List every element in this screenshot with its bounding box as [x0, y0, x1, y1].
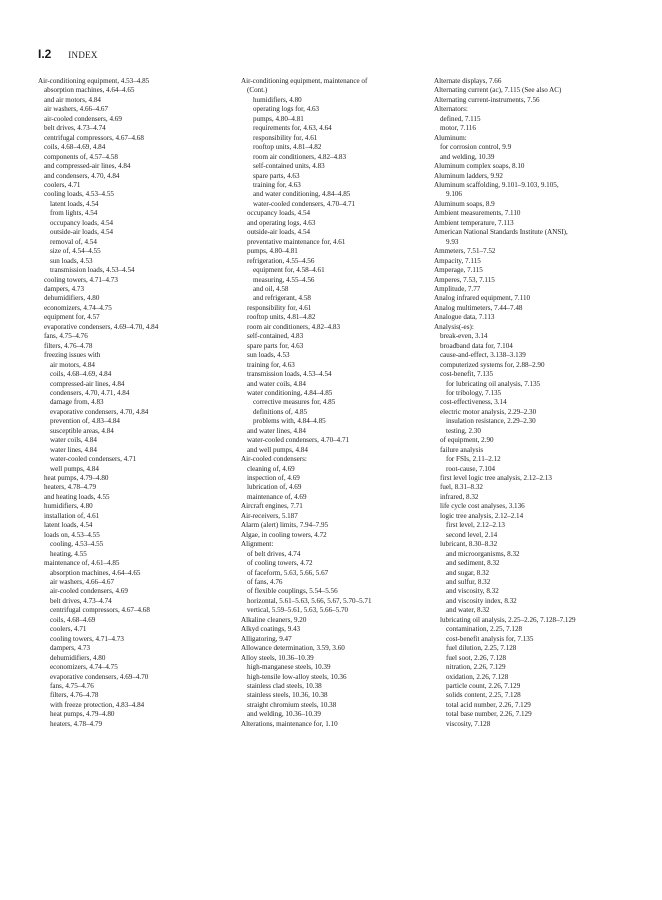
index-entry: loads on, 4.53–4.55: [44, 530, 100, 539]
index-entry: room air conditioners, 4.82–4.83: [247, 322, 340, 331]
index-entry: Air-cooled condensers:: [241, 455, 307, 464]
index-entry: and water lines, 4.84: [247, 426, 306, 435]
index-entry: and heating loads, 4.55: [44, 492, 110, 501]
index-entry: measuring, 4.55–4.56: [253, 275, 315, 284]
index-entry: heaters, 4.78–4.79: [50, 719, 103, 728]
index-entry: oxidation, 2.26, 7.128: [446, 672, 509, 681]
index-entry: first level logic tree analysis, 2.12–2.13: [440, 474, 552, 483]
index-entry: solids content, 2.25, 7.128: [446, 691, 521, 700]
index-entry: dampers, 4.73: [44, 284, 84, 293]
index-entry: water-cooled condensers, 4.70–4.71: [247, 436, 350, 445]
index-entry: of cooling towers, 4.72: [247, 559, 313, 568]
index-entry: Air-conditioning equipment, 4.53–4.85: [38, 77, 150, 85]
index-entry: and sugar, 8.32: [446, 568, 490, 577]
index-entry: evaporative condensers, 4.69–4.70: [50, 672, 149, 681]
index-entry: water lines, 4.84: [50, 445, 97, 454]
index-entry: coils, 4.68–4.69, 4.84: [50, 370, 112, 379]
index-entry: prevention of, 4.83–4.84: [50, 417, 120, 426]
index-entry: particle count, 2.26, 7.129: [446, 682, 521, 690]
index-entry: air motors, 4.84: [50, 360, 95, 369]
index-entry: contamination, 2.25, 7.128: [446, 625, 523, 634]
index-entry: humidifiers, 4.80: [44, 502, 93, 511]
index-entry: cooling, 4.53–4.55: [50, 540, 104, 549]
index-entry: Ambient temperature, 7.113: [434, 218, 514, 227]
index-entry: fuel dilution, 2.25, 7.128: [446, 644, 517, 653]
index-entry: Amperage, 7.115: [434, 266, 483, 275]
index-column-3: [434, 77, 640, 729]
index-entry: and operating logs, 4.63: [247, 218, 316, 227]
index-entry: Alkyd coatings, 9.43: [241, 625, 301, 634]
index-entry: coils, 4.68–4.69: [50, 615, 96, 624]
index-entry: straight chromium steels, 10.38: [247, 700, 337, 709]
index-entry: removal of, 4.54: [50, 237, 97, 246]
index-entry: stainless steels, 10.36, 10.38: [247, 691, 328, 700]
index-entry: susceptible areas, 4.84: [50, 426, 114, 435]
index-entry: Aluminum ladders, 9.92: [434, 171, 503, 180]
index-entry: pumps, 4.80–4.81: [247, 247, 298, 256]
index-entry: Analog multimeters, 7.44–7.48: [434, 303, 523, 312]
index-entry: water-cooled condensers, 4.70–4.71: [253, 199, 356, 208]
index-entry: and condensers, 4.70, 4.84: [44, 171, 120, 180]
index-entry: coolers, 4.71: [44, 180, 81, 189]
index-entry: high-manganese steels, 10.39: [247, 663, 331, 672]
index-entry: and sulfur, 8.32: [446, 578, 491, 587]
index-entry: and microorganisms, 8.32: [446, 549, 520, 558]
index-entry: Air-conditioning equipment, maintenance of: [241, 77, 368, 85]
index-entry: break-even, 3.14: [440, 332, 488, 341]
page-number: I.2: [38, 47, 52, 61]
index-entry: cost-benefit analysis for, 7.135: [446, 634, 534, 643]
index-entry: evaporative condensers, 4.69–4.70, 4.84: [44, 322, 159, 331]
index-entry: air-cooled condensers, 4.69: [50, 587, 128, 596]
index-entry: high-tensile low-alloy steels, 10.36: [247, 672, 347, 681]
index-entry: and sediment, 8.32: [446, 559, 500, 568]
index-entry: of faceform, 5.63, 5.66, 5.67: [247, 568, 329, 577]
index-entry: definitions of, 4.85: [253, 407, 307, 416]
index-entry: dampers, 4.73: [50, 644, 90, 653]
index-entry: cleaning of, 4.69: [247, 464, 295, 473]
index-entry: belt drives, 4.73–4.74: [50, 596, 112, 605]
index-entry: horizontal, 5.61–5.63, 5.66, 5.67, 5.70–5.71: [247, 596, 372, 605]
index-entry: Aluminum complex soaps, 8.10: [434, 162, 525, 171]
index-entry: stainless clad steels, 10.38: [247, 682, 322, 690]
index-column-2: [241, 77, 431, 729]
index-entry: cooling loads, 4.53–4.55: [44, 190, 114, 199]
page-title: INDEX: [68, 50, 98, 60]
index-entry: Allowance determination, 3.59, 3.60: [241, 644, 345, 653]
index-entry: transmission loads, 4.53–4.54: [247, 370, 332, 379]
index-entry: Aluminum:: [434, 133, 467, 142]
index-entry: rooftop units, 4.81–4.82: [253, 143, 322, 152]
index-entry: fans, 4.75–4.76: [50, 682, 94, 690]
index-entry: components of, 4.57–4.58: [44, 152, 118, 161]
index-entry: vertical, 5.59–5.61, 5.63, 5.66–5.70: [247, 606, 349, 615]
index-entry: dehumidifiers, 4.80: [44, 294, 100, 303]
index-entry: and water, 8.32: [446, 606, 490, 615]
index-entry: coils, 4.68–4.69, 4.84: [44, 143, 106, 152]
index-entry: Ambient measurements, 7.110: [434, 209, 521, 218]
index-entry: heaters, 4.78–4.79: [44, 483, 97, 492]
index-entry: Analysis(-es):: [434, 322, 474, 331]
index-entry: latent loads, 4.54: [50, 199, 99, 208]
index-entry: outside-air loads, 4.54: [50, 228, 114, 237]
index-entry: with freeze protection, 4.83–4.84: [50, 700, 145, 709]
index-entry: motor, 7.116: [440, 124, 476, 133]
index-entry: equipment for, 4.57: [44, 313, 100, 322]
index-entry: responsibility for, 4.61: [253, 133, 318, 142]
index-entry: and compressed-air lines, 4.84: [44, 162, 131, 171]
index-entry: Aluminum soaps, 8.9: [434, 199, 495, 208]
index-entry: equipment for, 4.58–4.61: [253, 266, 325, 275]
index-entry: for corrosion control, 9.9: [440, 143, 512, 152]
index-entry: for lubricating oil analysis, 7.135: [446, 379, 541, 388]
index-entry: Alternators:: [434, 105, 468, 114]
index-entry: air-cooled condensers, 4.69: [44, 114, 122, 123]
index-entry: water conditioning, 4.84–4.85: [247, 388, 333, 397]
index-entry: preventative maintenance for, 4.61: [247, 237, 346, 246]
index-entry: total acid number, 2.26, 7.129: [446, 700, 531, 709]
index-entry: compressed-air lines, 4.84: [50, 379, 125, 388]
index-entry: fans, 4.75–4.76: [44, 332, 88, 341]
index-entry: fuel, 8.31–8.32: [440, 483, 483, 492]
index-entry: and water coils, 4.84: [247, 379, 306, 388]
index-entry: electric motor analysis, 2.29–2.30: [440, 407, 537, 416]
index-entry: testing, 2.30: [446, 426, 481, 435]
index-entry: lubricant, 8.30–8.32: [440, 540, 498, 549]
index-entry: infrared, 8.32: [440, 492, 479, 501]
index-entry: Aircraft engines, 7.71: [241, 502, 303, 511]
index-entry: computerized systems for, 2.88–2.90: [440, 360, 545, 369]
index-entry: outside-air loads, 4.54: [247, 228, 311, 237]
index-entry: transmission loads, 4.53–4.54: [50, 266, 135, 275]
index-entry: of belt drives, 4.74: [247, 549, 301, 558]
index-entry: first level, 2.12–2.13: [446, 521, 505, 530]
index-entry: evaporative condensers, 4.70, 4.84: [50, 407, 149, 416]
index-entry: of flexible couplings, 5.54–5.56: [247, 587, 338, 596]
index-entry: responsibility for, 4.61: [247, 303, 312, 312]
index-entry: occupancy loads, 4.54: [50, 218, 114, 227]
index-entry: cooling towers, 4.71–4.73: [50, 634, 124, 643]
index-entry: Ampacity, 7.115: [434, 256, 481, 265]
index-entry: insulation resistance, 2.29–2.30: [446, 417, 536, 426]
index-entry: coolers, 4.71: [50, 625, 87, 634]
index-entry: spare parts, 4.63: [253, 171, 300, 180]
index-entry: fuel soot, 2.26, 7.128: [446, 653, 507, 662]
index-entry: rooftop units, 4.81–4.82: [247, 313, 316, 322]
index-entry: viscosity, 7.128: [446, 719, 491, 728]
index-entry: and welding, 10.36–10.39: [247, 710, 321, 719]
index-entry: operating logs for, 4.63: [253, 105, 320, 114]
index-entry: lubrication of, 4.69: [247, 483, 302, 492]
index-entry: cost-effectiveness, 3.14: [440, 398, 507, 407]
index-entry: inspection of, 4.69: [247, 474, 300, 483]
index-entry: and refrigerant, 4.58: [253, 294, 311, 303]
index-entry: Air-receivers, 5.187: [241, 511, 298, 520]
index-entry: economizers, 4.74–4.75: [50, 663, 118, 672]
index-entry: centrifugal compressors, 4.67–4.68: [44, 133, 144, 142]
index-entry: pumps, 4.80–4.81: [253, 114, 304, 123]
index-entry: and viscosity, 8.32: [446, 587, 499, 596]
index-column-1: [38, 77, 238, 729]
index-entry: Alternating current (ac), 7.115 (See also AC): [434, 86, 562, 95]
index-entry: Algae, in cooling towers, 4.72: [241, 530, 327, 539]
index-entry: sun loads, 4.53: [247, 351, 290, 360]
index-entry: sun loads, 4.53: [50, 256, 93, 265]
index-entry: Alligatoring, 9.47: [241, 634, 292, 643]
index-entry: defined, 7.115: [440, 114, 481, 123]
index-entry: filters, 4.76–4.78: [44, 341, 93, 350]
index-entry: condensers, 4.70, 4.71, 4.84: [50, 388, 130, 397]
index-entry: damage from, 4.83: [50, 398, 104, 407]
index-entry: nitration, 2.26, 7.129: [446, 663, 506, 672]
index-entry: water coils, 4.84: [50, 436, 97, 445]
index-entry: root-cause, 7.104: [446, 464, 496, 473]
index-entry: Alloy steels, 10.36–10.39: [241, 653, 314, 662]
index-entry: corrective measures for, 4.85: [253, 398, 336, 407]
index-entry: life cycle cost analyses, 3.136: [440, 502, 525, 511]
index-entry: heating, 4.55: [50, 549, 87, 558]
index-entry: failure analysis: [440, 445, 484, 454]
index-entry: heat pumps, 4.79–4.80: [50, 710, 115, 719]
index-entry: occupancy loads, 4.54: [247, 209, 311, 218]
index-entry: size of, 4.54–4.55: [50, 247, 101, 256]
index-entry: Alterations, maintenance for, 1.10: [241, 719, 338, 728]
index-entry: Aluminum scaffolding, 9.101–9.103, 9.105,: [434, 180, 559, 189]
index-entry: for FSIs, 2.11–2.12: [446, 455, 501, 464]
index-entry: maintenance of, 4.69: [247, 492, 307, 501]
index-entry: absorption machines, 4.64–4.65: [50, 568, 141, 577]
index-entry: cooling towers, 4.71–4.73: [44, 275, 118, 284]
page-header: [38, 47, 98, 61]
index-entry: economizers, 4.74–4.75: [44, 303, 112, 312]
index-entry: Alarm (alert) limits, 7.94–7.95: [241, 521, 329, 530]
index-entry: freezing issues with: [44, 351, 101, 360]
index-entry: Alignment:: [241, 540, 274, 549]
index-entry: self-contained units, 4.83: [253, 162, 325, 171]
index-entry: from lights, 4.54: [50, 209, 98, 218]
index-entry: broadband data for, 7.104: [440, 341, 513, 350]
index-entry: Amplitude, 7.77: [434, 284, 481, 293]
index-entry: cause-and-effect, 3.138–3.139: [440, 351, 526, 360]
index-entry: air washers, 4.66–4.67: [44, 105, 109, 114]
index-entry: Ammeters, 7.51–7.52: [434, 247, 496, 256]
index-entry: dehumidifiers, 4.80: [50, 653, 106, 662]
index-entry: total base number, 2.26, 7.129: [446, 710, 532, 719]
index-entry: and viscosity index, 8.32: [446, 596, 517, 605]
index-entry: maintenance of, 4.61–4.85: [44, 559, 120, 568]
index-entry: water-cooled condensers, 4.71: [50, 455, 137, 464]
index-entry: of fans, 4.76: [247, 578, 283, 587]
index-entry: humidifiers, 4.80: [253, 95, 302, 104]
index-entry: American National Standards Institute (ANSI),: [434, 228, 568, 237]
index-entry: 9.93: [446, 237, 459, 246]
index-entry: air washers, 4.66–4.67: [50, 578, 115, 587]
index-entry: 9.106: [446, 190, 462, 199]
index-entry: spare parts for, 4.63: [247, 341, 304, 350]
index-entry: belt drives, 4.73–4.74: [44, 124, 106, 133]
index-entry: refrigeration, 4.55–4.56: [247, 256, 315, 265]
index-entry: training for, 4.63: [247, 360, 295, 369]
index-entry: centrifugal compressors, 4.67–4.68: [50, 606, 150, 615]
index-entry: absorption machines, 4.64–4.65: [44, 86, 135, 95]
index-entry: well pumps, 4.84: [50, 464, 99, 473]
index-entry: lubricating oil analysis, 2.25–2.26, 7.128–7.129: [440, 615, 576, 624]
index-entry: second level, 2.14: [446, 530, 498, 539]
index-entry: self-contained, 4.83: [247, 332, 304, 341]
index-entry: installation of, 4.61: [44, 511, 100, 520]
index-entry: Alternate displays, 7.66: [434, 77, 502, 85]
index-entry: for tribology, 7.135: [446, 388, 502, 397]
index-entry: filters, 4.76–4.78: [50, 691, 99, 700]
index-entry: Analog infrared equipment, 7.110: [434, 294, 531, 303]
index-entry: latent loads, 4.54: [44, 521, 93, 530]
index-entry: heat pumps, 4.79–4.80: [44, 474, 109, 483]
index-entry: and oil, 4.58: [253, 284, 289, 293]
index-entry: problems with, 4.84–4.85: [253, 417, 326, 426]
index-entry: logic tree analysis, 2.12–2.14: [440, 511, 524, 520]
index-entry: Amperes, 7.53, 7.115: [434, 275, 495, 284]
index-entry: Alternating current-instruments, 7.56: [434, 95, 540, 104]
index-entry: and well pumps, 4.84: [247, 445, 308, 454]
index-entry: training for, 4.63: [253, 180, 301, 189]
index-entry: Alkaline cleaners, 9.20: [241, 615, 307, 624]
index-entry: (Cont.): [247, 86, 268, 95]
index-entry: cost-benefit, 7.135: [440, 370, 493, 379]
index-entry: Analogue data, 7.113: [434, 313, 495, 322]
index-entry: room air conditioners, 4.82–4.83: [253, 152, 346, 161]
index-entry: and welding, 10.39: [440, 152, 495, 161]
index-entry: of equipment, 2.90: [440, 436, 494, 445]
index-entry: and water conditioning, 4.84–4.85: [253, 190, 351, 199]
index-entry: and air motors, 4.84: [44, 95, 101, 104]
index-entry: requirements for, 4.63, 4.64: [253, 124, 332, 133]
